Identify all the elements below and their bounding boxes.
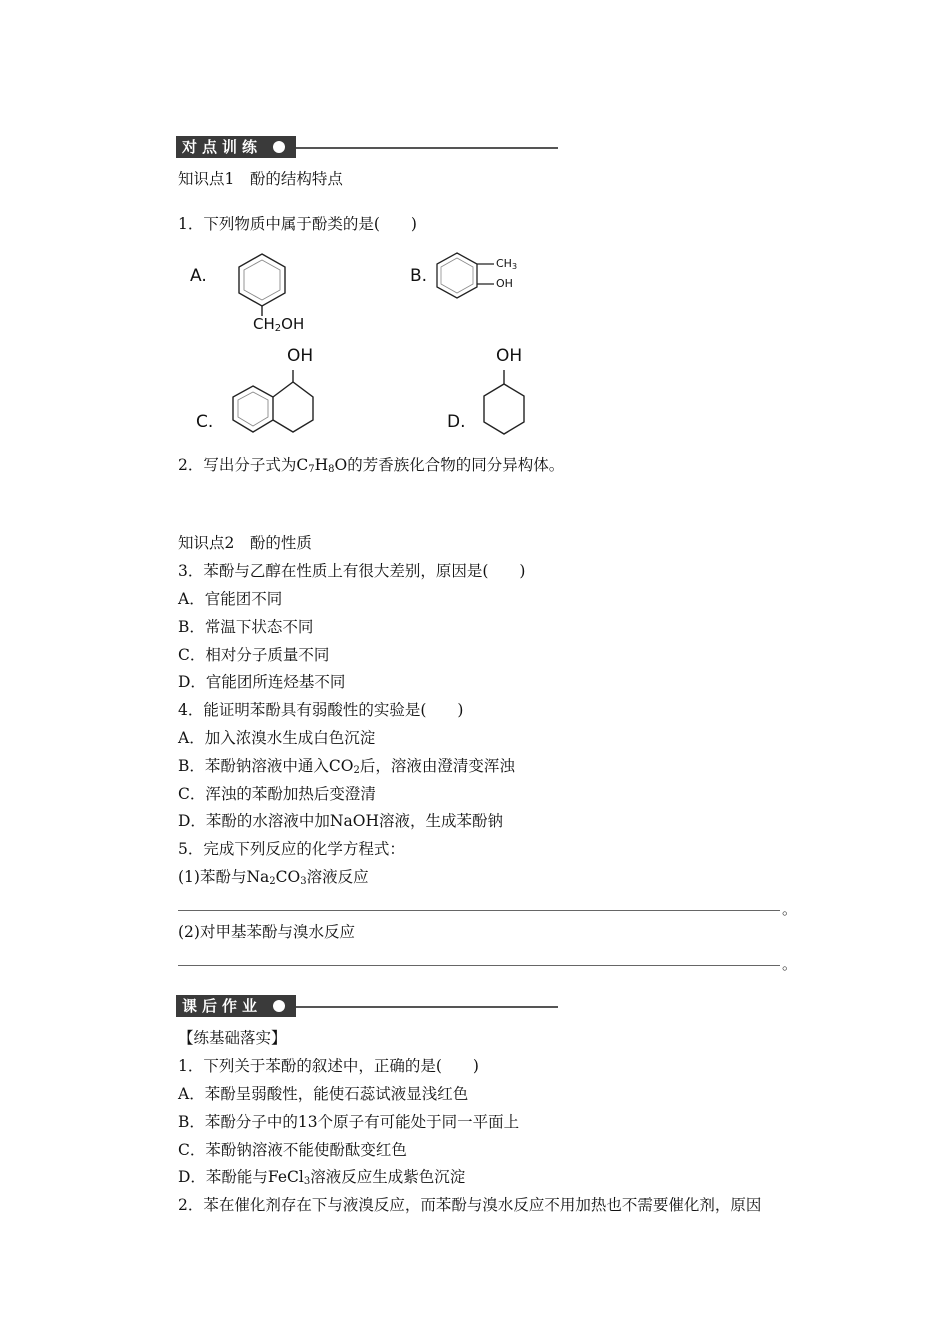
q4-option-a: A．加入浓溴水生成白色沉淀 bbox=[178, 729, 376, 747]
option-c-oh: OH bbox=[287, 346, 314, 366]
banner-dot-icon bbox=[273, 141, 285, 153]
q3-option-d: D．官能团所连烃基不同 bbox=[178, 673, 346, 691]
option-d-oh: OH bbox=[496, 346, 523, 366]
hw-q1-option-c: C．苯酚钠溶液不能使酚酞变红色 bbox=[178, 1141, 407, 1159]
option-d-label: D. bbox=[447, 412, 466, 432]
answer-period-1: 。 bbox=[782, 900, 798, 918]
banner-title: 课后作业 bbox=[176, 995, 296, 1017]
q5-part-1: (1)苯酚与$Na_2CO_3$溶液反应 bbox=[178, 868, 369, 887]
banner-dot-icon bbox=[273, 1000, 285, 1012]
q3-option-c: C．相对分子质量不同 bbox=[178, 646, 330, 664]
subheading-basics: 【练基础落实】 bbox=[178, 1029, 287, 1047]
option-c-label: C. bbox=[196, 412, 214, 432]
question-4: 4．能证明苯酚具有弱酸性的实验是( ) bbox=[178, 701, 464, 719]
knowledge-point-2: 知识点2 酚的性质 bbox=[178, 534, 312, 552]
o-cresol-structure bbox=[432, 250, 502, 310]
hw-q1-option-a: A．苯酚呈弱酸性，能使石蕊试液显浅红色 bbox=[178, 1085, 469, 1103]
q3-option-b: B．常温下状态不同 bbox=[178, 618, 314, 636]
hw-question-1: 1．下列关于苯酚的叙述中，正确的是( ) bbox=[178, 1057, 479, 1075]
banner-title: 对点训练 bbox=[176, 136, 296, 158]
banner-rule bbox=[296, 1006, 558, 1008]
q4-option-b: B．苯酚钠溶液中通入$CO_2$后，溶液由澄清变浑浊 bbox=[178, 757, 515, 776]
option-b-label: B. bbox=[410, 266, 428, 286]
option-a-label: A. bbox=[190, 266, 207, 286]
q4-option-c: C．浑浊的苯酚加热后变澄清 bbox=[178, 785, 376, 803]
answer-period-2: 。 bbox=[782, 955, 798, 973]
hw-q1-option-b: B．苯酚分子中的13个原子有可能处于同一平面上 bbox=[178, 1113, 520, 1131]
question-2: 2．写出分子式为$C_7H_8O$的芳香族化合物的同分异构体。 bbox=[178, 456, 565, 475]
answer-line-2[interactable] bbox=[178, 965, 780, 966]
answer-line-1[interactable] bbox=[178, 910, 780, 911]
question-5: 5．完成下列反应的化学方程式： bbox=[178, 840, 405, 858]
tetralol-structure bbox=[222, 366, 332, 456]
question-3: 3．苯酚与乙醇在性质上有很大差别，原因是( ) bbox=[178, 562, 526, 580]
hw-q1-option-d: D．苯酚能与FeCl$_3$溶液反应生成紫色沉淀 bbox=[178, 1168, 466, 1187]
option-b-ch3: $CH_3$ bbox=[496, 257, 518, 271]
q4-option-d: D．苯酚的水溶液中加NaOH溶液，生成苯酚钠 bbox=[178, 812, 503, 830]
option-b-oh: OH bbox=[496, 277, 513, 290]
question-1: 1．下列物质中属于酚类的是( ) bbox=[178, 215, 417, 233]
q3-option-a: A．官能团不同 bbox=[178, 590, 283, 608]
q5-part-2: (2)对甲基苯酚与溴水反应 bbox=[178, 923, 355, 941]
knowledge-point-1: 知识点1 酚的结构特点 bbox=[178, 170, 343, 188]
cyclohexanol-structure bbox=[474, 366, 544, 456]
option-a-group: $CH_2OH$ bbox=[253, 315, 305, 334]
banner-rule bbox=[296, 147, 558, 149]
hw-question-2: 2．苯在催化剂存在下与液溴反应，而苯酚与溴水反应不用加热也不需要催化剂，原因 bbox=[178, 1196, 762, 1214]
